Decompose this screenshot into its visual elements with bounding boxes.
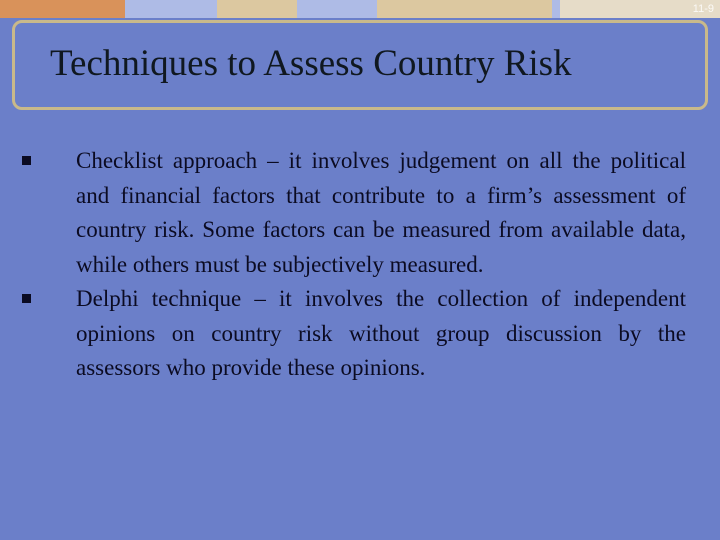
square-bullet-icon	[22, 156, 31, 165]
slide-title: Techniques to Assess Country Risk	[50, 43, 572, 84]
bullet-text: Delphi technique – it involves the collection of independent opinions on country risk without group discussion by the assessors who provide these opinions.	[76, 286, 686, 380]
decorative-top-band	[0, 0, 720, 18]
band-segment	[552, 0, 560, 18]
bullet-list	[22, 144, 702, 386]
band-segment	[0, 0, 125, 18]
bullet-item	[22, 144, 702, 282]
band-segment	[297, 0, 377, 18]
bullet-item	[22, 282, 702, 386]
band-segment	[125, 0, 217, 18]
slide-number: 11-9	[692, 3, 714, 15]
square-bullet-icon	[22, 294, 31, 303]
bullet-text: Checklist approach – it involves judgement on all the political and financial factors that contribute to a firm’s assessment of country risk. Some factors can be measured from available data, while others must be subjectively measured.	[76, 148, 686, 277]
band-segment	[217, 0, 297, 18]
band-segment	[377, 0, 552, 18]
